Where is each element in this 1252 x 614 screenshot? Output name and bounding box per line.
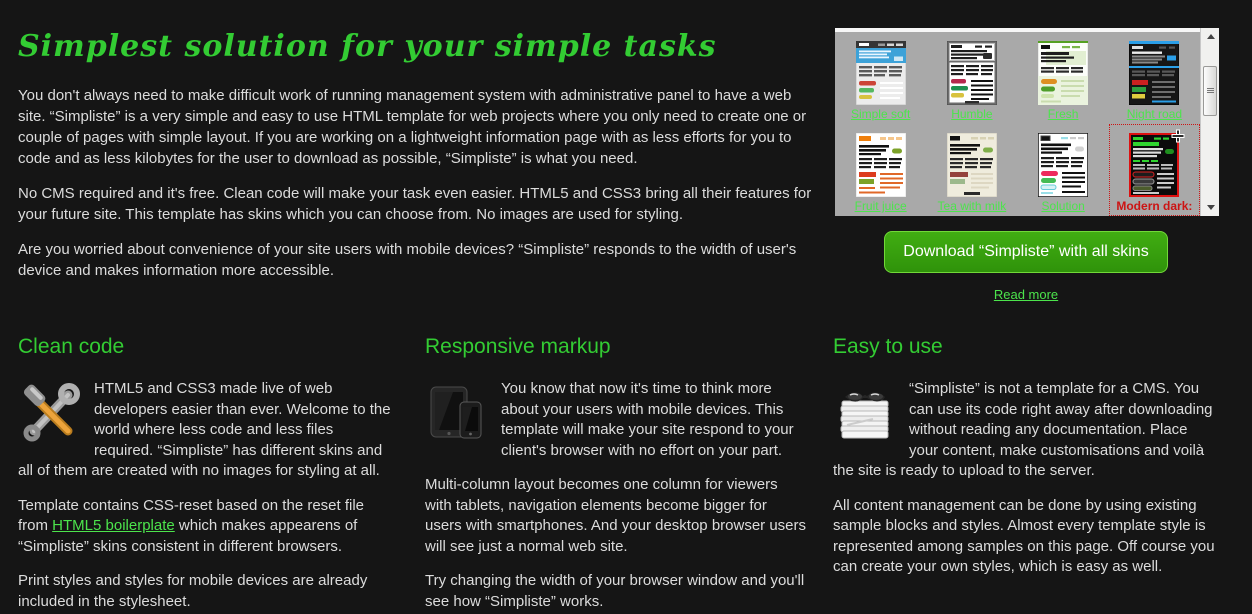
feature-paragraph: “Simpliste” is not a template for a CMS. You can use its code right away after downloading without reading any documentation. Place your content, make customisations and voilà the site is ready to upload to the server.: [833, 380, 1213, 479]
scroll-up-button[interactable]: [1201, 28, 1220, 45]
feature-responsive-markup: [425, 335, 807, 614]
skin-cell-fresh[interactable]: [1018, 32, 1109, 124]
feature-paragraph: HTML5 and CSS3 made live of web developers easier than ever. Welcome to the world where less code and less files required. “Simpliste” has different skins and all of them are created with no images for styling at all.: [18, 380, 391, 479]
paragraph-text: Template contains CSS-reset based on the reset file from: [18, 496, 365, 534]
skin-thumbnail[interactable]: [1038, 133, 1088, 197]
intro-section: [18, 30, 820, 295]
download-button[interactable]: Download “Simpliste” with all skins: [884, 231, 1168, 273]
skin-thumbnail[interactable]: [1129, 133, 1179, 197]
skin-link-fresh[interactable]: Fresh: [1047, 107, 1079, 121]
paragraph-text: which makes appearens of “Simpliste” skins consistent in different browsers.: [18, 517, 358, 555]
scrollbar-thumb[interactable]: [1203, 66, 1217, 116]
skin-thumbnail[interactable]: [856, 133, 906, 197]
skins-grid: [835, 32, 1200, 216]
skin-link-solution[interactable]: Solution: [1041, 199, 1085, 213]
skin-thumbnail[interactable]: [856, 41, 906, 105]
skin-thumbnail[interactable]: [1129, 41, 1179, 105]
tablet-phone-icon: [425, 381, 489, 445]
paper-stack-glasses-icon: [833, 381, 897, 445]
skin-link-modern-dark[interactable]: Modern dark:: [1116, 199, 1193, 213]
skins-preview-panel: [835, 28, 1219, 216]
scrollbar-grip-icon: [1207, 88, 1214, 89]
feature-clean-code: [18, 335, 392, 614]
feature-paragraph: All content management can be done by using existing sample blocks and styles. Almost every template style is represented among samples on this page. Off course you can create your own styles, which is easy as well.: [833, 496, 1215, 575]
skin-link-simple-soft[interactable]: Simple soft: [850, 107, 911, 121]
skin-cell-simple-soft[interactable]: [835, 32, 926, 124]
feature-paragraph: Print styles and styles for mobile devices are already included in the stylesheet.: [18, 572, 368, 610]
skin-link-tea-with-milk[interactable]: Tea with milk: [937, 199, 1007, 213]
skin-cell-fruit-juice[interactable]: [835, 124, 926, 216]
intro-paragraph: Are you worried about convenience of your site users with mobile devices? “Simpliste” responds to the width of user's device and makes information more accessible.: [18, 241, 797, 279]
skin-thumbnail[interactable]: [1038, 41, 1088, 105]
feature-paragraph: Try changing the width of your browser window and you'll see how “Simpliste” works.: [425, 572, 805, 610]
page-title: Simplest solution for your simple tasks: [18, 29, 717, 64]
skin-cell-tea-with-milk[interactable]: [926, 124, 1017, 216]
read-more-row: [884, 286, 1168, 304]
intro-paragraph: No CMS required and it's free. Clean code will make your task even easier. HTML5 and CSS3 bring all their features for your future site. This template has skins which you can choose from. No images are used for styling.: [18, 185, 812, 223]
feature-title: Easy to use: [833, 335, 943, 358]
skin-cell-modern-dark[interactable]: [1109, 124, 1200, 216]
skin-cell-night-road[interactable]: [1109, 32, 1200, 124]
feature-title: Clean code: [18, 335, 125, 358]
arrow-down-icon: [1207, 205, 1215, 210]
skin-link-night-road[interactable]: Night road: [1126, 107, 1183, 121]
feature-paragraph: [18, 496, 392, 558]
skin-link-humble[interactable]: Humble: [951, 107, 993, 121]
read-more-link[interactable]: Read more: [993, 287, 1059, 302]
intro-paragraph: You don't always need to make difficult work of running management system with administrative panel to have a web site. “Simpliste” is a very simple and easy to use HTML template for web projects where you only need to create one or couple of pages with simple layout. If you are working on a lightweight information page with as less efforts for you to code and as less kilobytes for the user to download as possible, “Simpliste” is what you need.: [18, 87, 807, 167]
skin-thumbnail[interactable]: [947, 41, 997, 105]
skin-cell-solution[interactable]: [1018, 124, 1109, 216]
feature-paragraph: Multi-column layout becomes one column for viewers with tablets, navigation elements become bigger for users with smartphones. And your desktop browser users will see just a normal web site.: [425, 476, 807, 555]
skin-cell-humble[interactable]: [926, 32, 1017, 124]
arrow-up-icon: [1207, 34, 1215, 39]
feature-title: Responsive markup: [425, 335, 611, 358]
skin-link-fruit-juice[interactable]: Fruit juice: [854, 199, 907, 213]
plus-cursor-icon: [1171, 129, 1185, 143]
html5-boilerplate-link[interactable]: HTML5 boilerplate: [52, 517, 175, 534]
scroll-down-button[interactable]: [1201, 199, 1220, 216]
skin-thumbnail[interactable]: [947, 133, 997, 197]
feature-easy-to-use: [833, 335, 1217, 592]
feature-paragraph: You know that now it's time to think more about your users with mobile devices. This template will make your site respond to your client's browser with no effort on your part.: [501, 380, 794, 459]
panel-scrollbar[interactable]: [1200, 28, 1219, 216]
hammer-wrench-icon: [18, 381, 82, 445]
